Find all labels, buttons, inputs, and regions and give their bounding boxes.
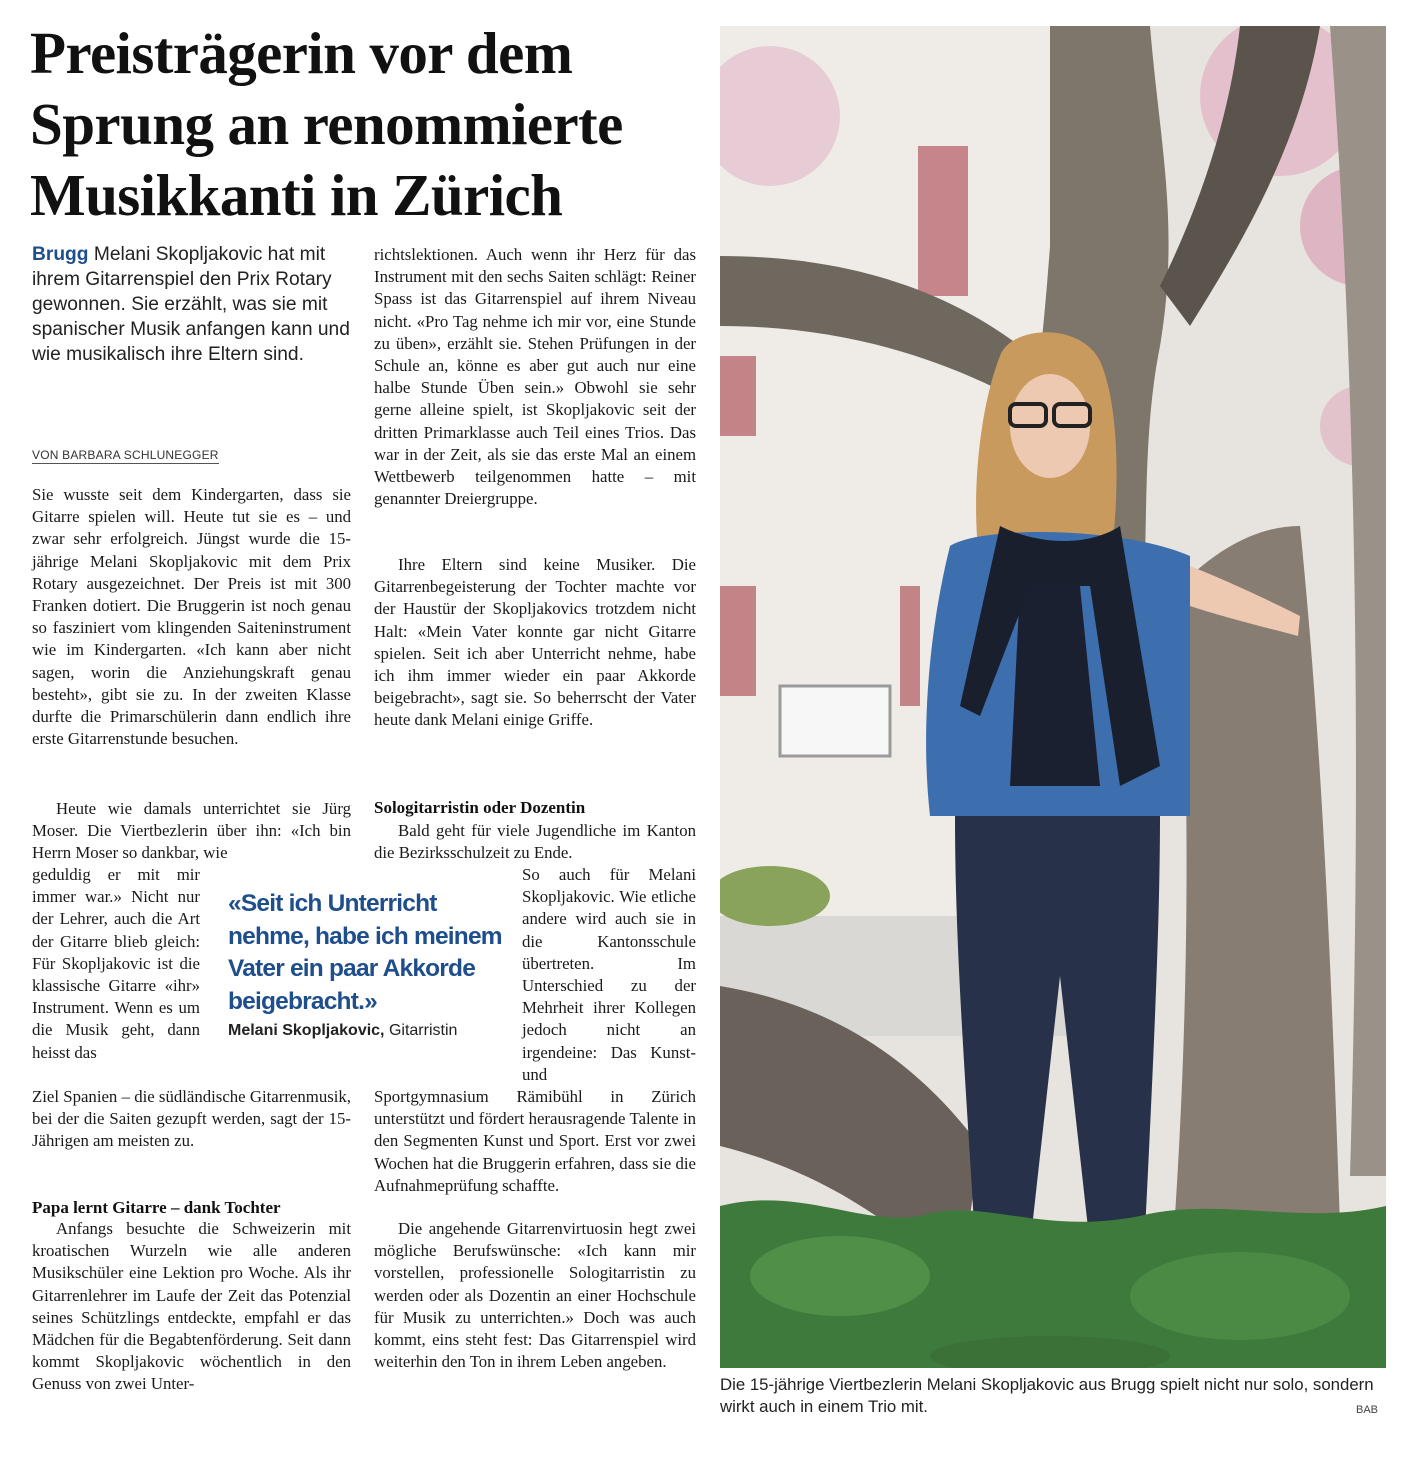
article-paragraph: Die angehende Gitarrenvirtuosin hegt zwei mögliche Berufswünsche: «Ich kann mir vorstellen, professionelle Sologitarristin zu werden oder als Dozentin an einer Hochschule für Musik zu unterrichten.» Doch was auch kommt, eins steht fest: Das Gitarrenspiel wird weiterhin den Ton in ihrem Leben angeben. bbox=[374, 1219, 696, 1372]
article-paragraph: Ziel Spanien – die südländische Gitarrenmusik, bei der die Saiten gezupft werden, sagt der 15-Jährigen am meisten zu. bbox=[32, 1087, 351, 1151]
article-paragraph: Bald geht für viele Jugendliche im Kanton die Bezirksschulzeit zu Ende. bbox=[374, 821, 696, 863]
article-paragraph: Sie wusste seit dem Kindergarten, dass sie Gitarre spielen will. Heute tut sie es – und zwar sehr erfolgreich. Jüngst wurde die 15-jährige Melani Skopljakovic mit dem Prix Rotary ausgezeichnet. Der Preis ist mit 300 Franken dotiert. Die Bruggerin ist noch genau so fasziniert vom klingenden Saiteninstrument wie im Kindergarten. «Ich kann aber nicht sagen, worin die Anziehungskraft genau besteht», gibt sie zu. In der zweiten Klasse durfte die Primarschülerin dann endlich ihre erste Gitarrenstunde besuchen. bbox=[32, 485, 351, 749]
photo-caption: Die 15-jährige Viertbezlerin Melani Skopljakovic aus Brugg spielt nicht nur solo, sondern wirkt auch in einem Trio mit. bbox=[720, 1375, 1374, 1416]
pull-quote-role: Gitarristin bbox=[388, 1022, 458, 1039]
subheading-dozentin: Sologitarristin oder Dozentin bbox=[374, 798, 586, 817]
lead-text: Melani Skopljakovic hat mit ihrem Gitarrenspiel den Prix Rotary gewonnen. Sie erzählt, was sie mit spanischer Musik anfangen kann und wie musikalisch ihre Eltern sind. bbox=[32, 244, 350, 365]
pull-quote-name: Melani Skopljakovic, bbox=[228, 1022, 385, 1039]
pull-quote-source bbox=[228, 1022, 457, 1040]
article-paragraph: richtslektionen. Auch wenn ihr Herz für das Instrument mit den sechs Saiten schlägt: Reiner Spass ist das Gitarrenspiel auf ihrem Niveau nicht. «Pro Tag nehme ich mir vor, eine Stunde zu üben», erzählt sie. Stehen Prüfungen in der Schule an, könne es aber gut auch nur eine halbe Stunde Üben sein.» Obwohl sie sehr gerne alleine spielt, ist Skopljakovic seit der dritten Primarklasse auch Teil eines Trios. Das war in der Zeit, als sie das erste Mal an einem Wettbewerb teilgenommen hatte – mit genannter Dreiergruppe. bbox=[374, 245, 696, 509]
article-photo bbox=[720, 26, 1386, 1368]
pull-quote: «Seit ich Unterricht nehme, habe ich meinem Vater ein paar Akkorde beigebracht.» bbox=[228, 890, 502, 1015]
article-paragraph: So auch für Melani Skopljakovic. Wie etliche andere wird auch sie in die Kantonsschule übertreten. Im Unterschied zu der Mehrheit ihrer Kollegen jedoch nicht an irgendeine: Das Kunst- und bbox=[522, 865, 696, 1084]
photo-credit: BAB bbox=[1356, 1404, 1379, 1416]
subheading-papa: Papa lernt Gitarre – dank Tochter bbox=[32, 1198, 281, 1217]
article-paragraph: geduldig er mit mir immer war.» Nicht nur der Lehrer, auch die Art der Gitarre blieb gleich: Für Skopljakovic ist die klassische Gitarre «ihr» Instrument. Wenn es um die Musik geht, dann heisst das bbox=[32, 865, 200, 1062]
article-paragraph: Anfangs besuchte die Schweizerin mit kroatischen Wurzeln wie alle anderen Musikschüler eine Lektion pro Woche. Als ihr Gitarrenlehrer im Laufe der Zeit das Potenzial seines Schützlings entdeckte, empfahl er das Mädchen für die Begabtenförderung. Seit dann kommt Skopljakovic wöchentlich in den Genuss von zwei Unter- bbox=[32, 1219, 351, 1394]
byline: VON BARBARA SCHLUNEGGER bbox=[32, 448, 219, 462]
photo-illustration bbox=[720, 26, 1386, 1368]
article-paragraph: Ihre Eltern sind keine Musiker. Die Gitarrenbegeisterung der Tochter machte vor der Haustür der Skopljakovics trotzdem nicht Halt: «Mein Vater konnte gar nicht Gitarre spielen. Seit ich aber Unterricht nehme, habe ich ihm immer wieder ein paar Akkorde beigebracht», sagt sie. So beherrscht der Vater heute dank Melani einige Griffe. bbox=[374, 555, 696, 730]
headline: Preisträgerin vor dem Sprung an renommierte Musikkanti in Zürich bbox=[30, 20, 623, 228]
article-paragraph: Heute wie damals unterrichtet sie Jürg Moser. Die Viertbezlerin über ihn: «Ich bin Herrn Moser so dankbar, wie bbox=[32, 799, 351, 863]
article-paragraph: Sportgymnasium Rämibühl in Zürich unterstützt und fördert herausragende Talente in den Segmenten Kunst und Sport. Erst vor zwei Wochen hat die Bruggerin erfahren, dass sie die Aufnahmeprüfung schaffte. bbox=[374, 1087, 696, 1195]
lead-paragraph bbox=[32, 242, 362, 367]
lead-place: Brugg bbox=[32, 244, 89, 265]
